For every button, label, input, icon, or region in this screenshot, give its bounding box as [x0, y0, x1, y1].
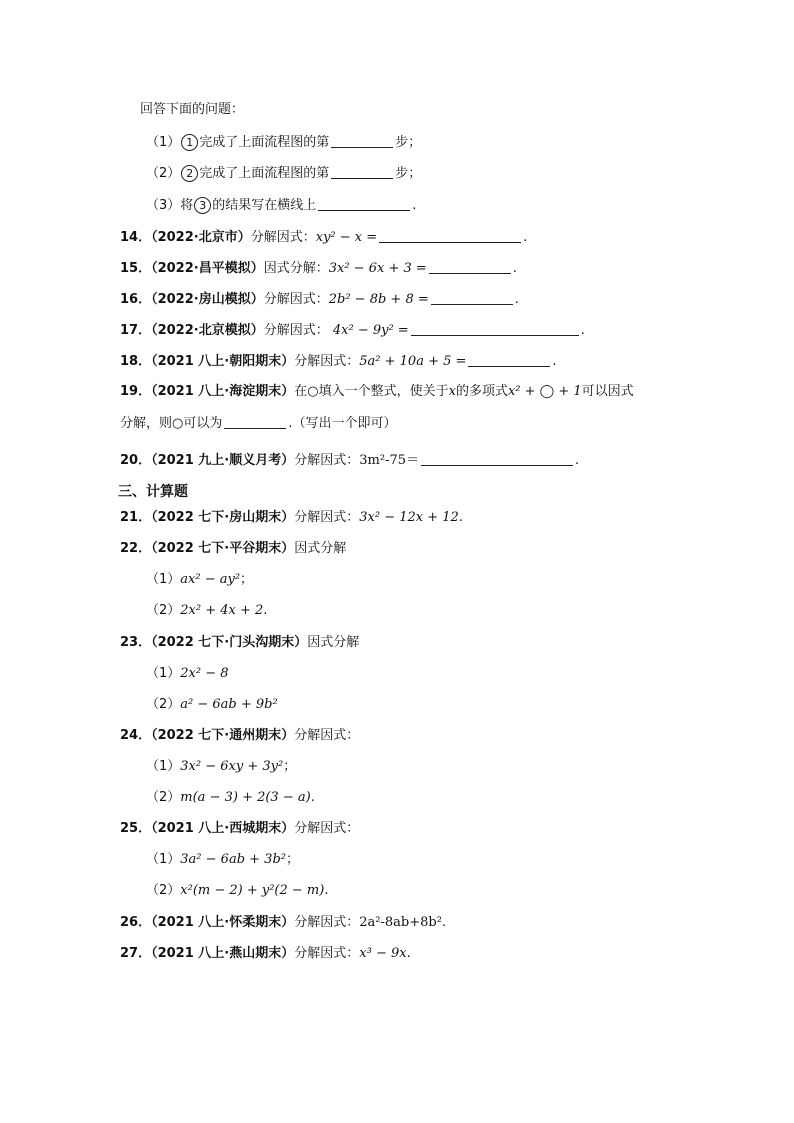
- period: .: [575, 453, 580, 468]
- punctuation: .: [263, 603, 268, 618]
- problem-source: （2022·房山模拟）: [151, 292, 264, 307]
- problem-source: （2022·北京模拟）: [151, 323, 264, 338]
- period: .: [523, 230, 528, 245]
- math-expression: 3x² − 6xy + 3y²: [180, 759, 284, 774]
- problem-number: 19．: [120, 384, 152, 399]
- sub-label: （2）: [146, 697, 181, 712]
- punctuation: ；: [240, 572, 254, 587]
- intro-q3: [146, 195, 416, 215]
- problem-text: 的多项式: [455, 384, 508, 399]
- problem-instruction: 因式分解: [294, 541, 347, 556]
- circled-number-2: 2: [181, 165, 198, 182]
- math-expression: 3x² − 6x + 3 =: [328, 261, 427, 276]
- problem-18: [120, 351, 557, 371]
- problem-16: [120, 289, 519, 309]
- problem-23: [120, 633, 359, 653]
- q3-text: 的结果写在横线上: [212, 198, 317, 213]
- problem-22: [120, 539, 346, 559]
- problem-25-sub2: [146, 881, 328, 901]
- problem-number: 25．: [120, 821, 152, 836]
- math-expression: a² − 6ab + 9b²: [180, 697, 278, 712]
- problem-instruction: 分解因式：: [294, 354, 360, 369]
- answer-blank[interactable]: [411, 320, 579, 336]
- problem-text: 分解，则○可以为: [120, 416, 223, 431]
- problem-19-line2: [120, 413, 396, 433]
- sub-label: （1）: [146, 852, 181, 867]
- period: .: [512, 261, 517, 276]
- math-expression: 5a² + 10a + 5 =: [359, 354, 467, 369]
- problem-instruction: 因式分解: [307, 635, 360, 650]
- sub-label: （1）: [146, 759, 181, 774]
- problem-source: （2022 七下·房山期末）: [151, 510, 295, 525]
- math-expression: 3a² − 6ab + 3b²: [180, 852, 286, 867]
- problem-text: 在○填入一个整式，使关于: [294, 384, 449, 399]
- problem-22-sub1: [146, 570, 253, 590]
- problem-source: （2022·北京市）: [151, 230, 251, 245]
- math-expression: 4x² − 9y² =: [332, 323, 409, 338]
- sub-label: （2）: [146, 790, 181, 805]
- section-heading: [118, 482, 188, 502]
- problem-instruction: 分解因式：: [294, 510, 360, 525]
- sub-label: （1）: [146, 666, 181, 681]
- math-expression: ax² − ay²: [180, 572, 241, 587]
- punctuation: ；: [283, 759, 297, 774]
- circled-number-1: 1: [181, 134, 198, 151]
- problem-source: （2021 八上·西城期末）: [151, 821, 295, 836]
- problem-number: 23．: [120, 635, 152, 650]
- problem-number: 18．: [120, 354, 152, 369]
- q2-text: 完成了上面流程图的第: [199, 166, 330, 181]
- sub-label: （2）: [146, 883, 181, 898]
- answer-blank[interactable]: [379, 227, 521, 243]
- problem-text: 可以因式: [581, 384, 634, 399]
- variable-x: x: [448, 384, 456, 399]
- problem-27: [120, 944, 411, 964]
- problem-number: 22．: [120, 541, 152, 556]
- period: .: [514, 292, 519, 307]
- period: .: [580, 323, 585, 338]
- math-expression: x² + ◯ + 1: [507, 384, 582, 399]
- problem-number: 16．: [120, 292, 152, 307]
- q2-answer-blank[interactable]: [331, 163, 393, 179]
- math-expression: 3x² − 12x + 12: [359, 510, 459, 525]
- intro-q2: [146, 163, 421, 183]
- problem-instruction: 因式分解：: [263, 261, 329, 276]
- problem-14: [120, 227, 527, 247]
- math-expression: 3m²-75＝: [359, 453, 420, 468]
- problem-24: [120, 726, 359, 746]
- problem-instruction: 分解因式：: [263, 292, 329, 307]
- problem-15: [120, 258, 517, 278]
- sub-label: （2）: [146, 603, 181, 618]
- problem-source: （2022 七下·门头沟期末）: [151, 635, 308, 650]
- problem-24-sub2: [146, 788, 315, 808]
- problem-text: .（写出一个即可）: [288, 416, 397, 431]
- problem-instruction: 分解因式：: [294, 915, 360, 930]
- math-expression: xy² − x =: [315, 230, 378, 245]
- q3-prefix: （3）将: [146, 198, 194, 213]
- punctuation: ；: [285, 852, 299, 867]
- period: .: [441, 915, 447, 930]
- period: .: [552, 354, 557, 369]
- problem-source: （2021 八上·怀柔期末）: [151, 915, 295, 930]
- problem-number: 17．: [120, 323, 152, 338]
- problem-instruction: 分解因式：: [294, 453, 360, 468]
- punctuation: .: [310, 790, 315, 805]
- problem-19-line1: [120, 382, 634, 402]
- period: .: [458, 510, 463, 525]
- intro-heading: [140, 100, 244, 120]
- problem-instruction: 分解因式：: [250, 230, 316, 245]
- period: .: [406, 946, 411, 961]
- problem-number: 21．: [120, 510, 152, 525]
- intro-heading-text: 回答下面的问题：: [140, 102, 245, 117]
- math-expression: x³ − 9x: [359, 946, 407, 961]
- q3-answer-blank[interactable]: [318, 195, 410, 211]
- q1-prefix: （1）: [146, 135, 181, 150]
- problem-number: 27．: [120, 946, 152, 961]
- q1-text: 完成了上面流程图的第: [199, 135, 330, 150]
- problem-number: 14．: [120, 230, 152, 245]
- answer-blank[interactable]: [468, 351, 550, 367]
- problem-25: [120, 819, 359, 839]
- intro-q1: [146, 132, 421, 152]
- problem-23-sub1: [146, 664, 229, 684]
- math-expression: 2b² − 8b + 8 =: [328, 292, 429, 307]
- problem-instruction: 分解因式：: [294, 821, 360, 836]
- math-expression: m(a − 3) + 2(3 − a): [180, 790, 311, 805]
- problem-24-sub1: [146, 757, 296, 777]
- math-expression: 2x² − 8: [180, 666, 229, 681]
- problem-instruction: 分解因式：: [294, 946, 360, 961]
- punctuation: .: [324, 883, 329, 898]
- problem-22-sub2: [146, 601, 267, 621]
- circled-number-3: 3: [194, 197, 211, 214]
- q1-answer-blank[interactable]: [331, 132, 393, 148]
- problem-number: 24．: [120, 728, 152, 743]
- math-expression: 2x² + 4x + 2: [180, 603, 264, 618]
- problem-21: [120, 508, 463, 528]
- section-title: 三、计算题: [118, 484, 188, 500]
- sub-label: （1）: [146, 572, 181, 587]
- problem-17: [120, 320, 585, 340]
- problem-23-sub2: [146, 695, 278, 715]
- answer-blank[interactable]: [429, 258, 511, 274]
- q1-suffix: 步；: [395, 135, 422, 150]
- problem-source: （2021 九上·顺义月考）: [151, 453, 295, 468]
- problem-source: （2021 八上·朝阳期末）: [151, 354, 295, 369]
- problem-number: 26．: [120, 915, 152, 930]
- problem-source: （2021 八上·燕山期末）: [151, 946, 295, 961]
- problem-number: 20．: [120, 453, 152, 468]
- math-expression: 2a²-8ab+8b²: [359, 915, 442, 930]
- problem-source: （2022 七下·平谷期末）: [151, 541, 295, 556]
- problem-instruction: 分解因式：: [294, 728, 360, 743]
- problem-25-sub1: [146, 850, 299, 870]
- answer-blank[interactable]: [431, 289, 513, 305]
- answer-blank[interactable]: [224, 413, 286, 429]
- problem-instruction: 分解因式：: [263, 323, 329, 338]
- problem-number: 15．: [120, 261, 152, 276]
- q2-suffix: 步；: [395, 166, 422, 181]
- answer-blank[interactable]: [421, 450, 573, 466]
- problem-20: [120, 450, 579, 470]
- q2-prefix: （2）: [146, 166, 181, 181]
- q3-suffix: .: [412, 198, 417, 213]
- problem-26: [120, 913, 446, 933]
- problem-source: （2021 八上·海淀期末）: [151, 384, 295, 399]
- problem-source: （2022·昌平模拟）: [151, 261, 264, 276]
- problem-source: （2022 七下·通州期末）: [151, 728, 295, 743]
- math-expression: x²(m − 2) + y²(2 − m): [180, 883, 325, 898]
